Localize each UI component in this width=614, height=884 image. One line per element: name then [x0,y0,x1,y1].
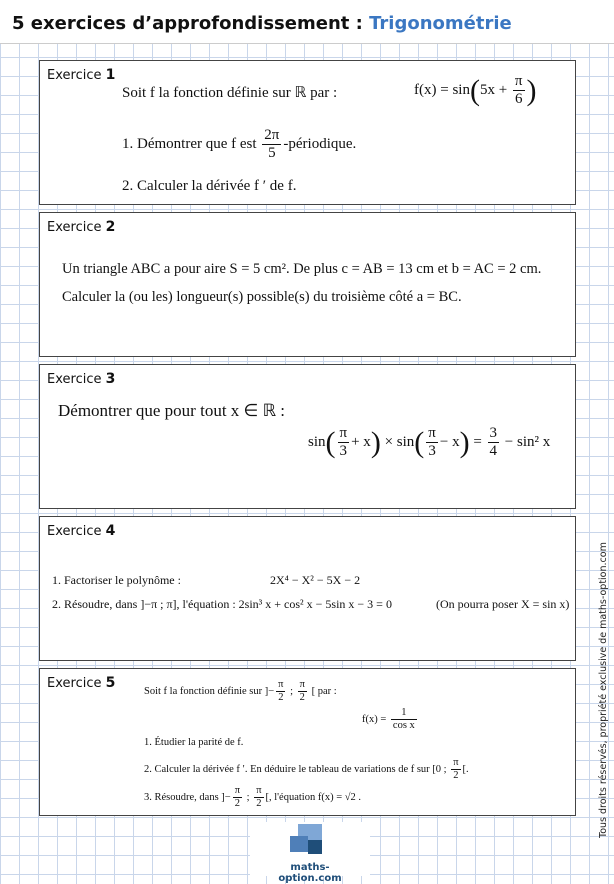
ex5-formula: f(x) = $\frac{1}{\text{cos x}}$ [362,707,415,732]
ex4-question-1: 1. Factoriser le polynôme : [52,573,181,587]
ex1-question-1: 1. Démontrer que f est $\frac{2\pi}{5}$ -périodique. [122,127,357,162]
exercise-1-label: Exercice 1 [47,67,116,83]
maths-option-logo [250,822,370,884]
ex3-identity: sin( $\frac{\pi}{3}$ + x) × sin( $\frac{\pi}{3}$ − x) = $\frac{3}{4}$ − sin² x [308,425,551,460]
ex5-intro: Soit f la fonction définie sur ]− $\frac{\pi}{2}$ ; $\frac{\pi}{2}$ [ par : [144,679,337,704]
exercise-5-box [39,668,576,816]
ex1-formula: f(x) = sin(5x + $\frac{\pi}{6}$ ) [414,73,537,108]
ex4-question-2: 2. Résoudre, dans ]−π ; π], l'équation : 2sin³ x + cos² x − 5sin x − 3 = 0 [52,597,392,611]
ex1-intro: Soit f la fonction définie sur ℝ par : [122,85,338,101]
ex5-question-2: 2. Calculer la dérivée f ′. En déduire le tableau de variations de f sur [0 ; $\frac{\pi}{2}$ [. [144,757,469,782]
ex5-question-1: 1. Étudier la parité de f. [144,737,244,748]
logo-square-mid [290,836,308,852]
exercise-4-box [39,516,576,661]
ex4-hint: (On pourra poser X = sin x) [436,597,570,611]
page-title [0,0,614,44]
logo-text: maths-option.com [278,862,342,884]
exercise-2-box [39,212,576,357]
exercise-3-box [39,364,576,509]
ex3-statement: Démontrer que pour tout x ∈ ℝ : [58,401,286,420]
exercise-1-box [39,60,576,205]
exercise-3-label: Exercice 3 [47,371,116,387]
logo-square-dark [308,840,322,854]
ex1-question-2: 2. Calculer la dérivée f ′ de f. [122,178,297,194]
ex2-line-1: Un triangle ABC a pour aire S = 5 cm². De plus c = AB = 13 cm et b = AC = 2 cm. [62,261,542,277]
exercise-5-label: Exercice 5 [47,675,116,691]
title-main: 5 exercices d’approfondissement : [12,13,370,34]
exercise-2-label: Exercice 2 [47,219,116,235]
ex4-polynomial: 2X⁴ − X² − 5X − 2 [270,573,361,587]
title-topic: Trigonométrie [369,13,512,34]
exercise-4-label: Exercice 4 [47,523,116,539]
copyright-side-text: Tous droits réservés, propriété exclusive de maths-option.com [598,542,609,838]
ex2-line-2: Calculer la (ou les) longueur(s) possible(s) du troisième côté a = BC. [62,289,462,305]
ex5-question-3: 3. Résoudre, dans ]− $\frac{\pi}{2}$ ; $\frac{\pi}{2}$ [, l'équation f(x) = √2 . [144,785,362,810]
